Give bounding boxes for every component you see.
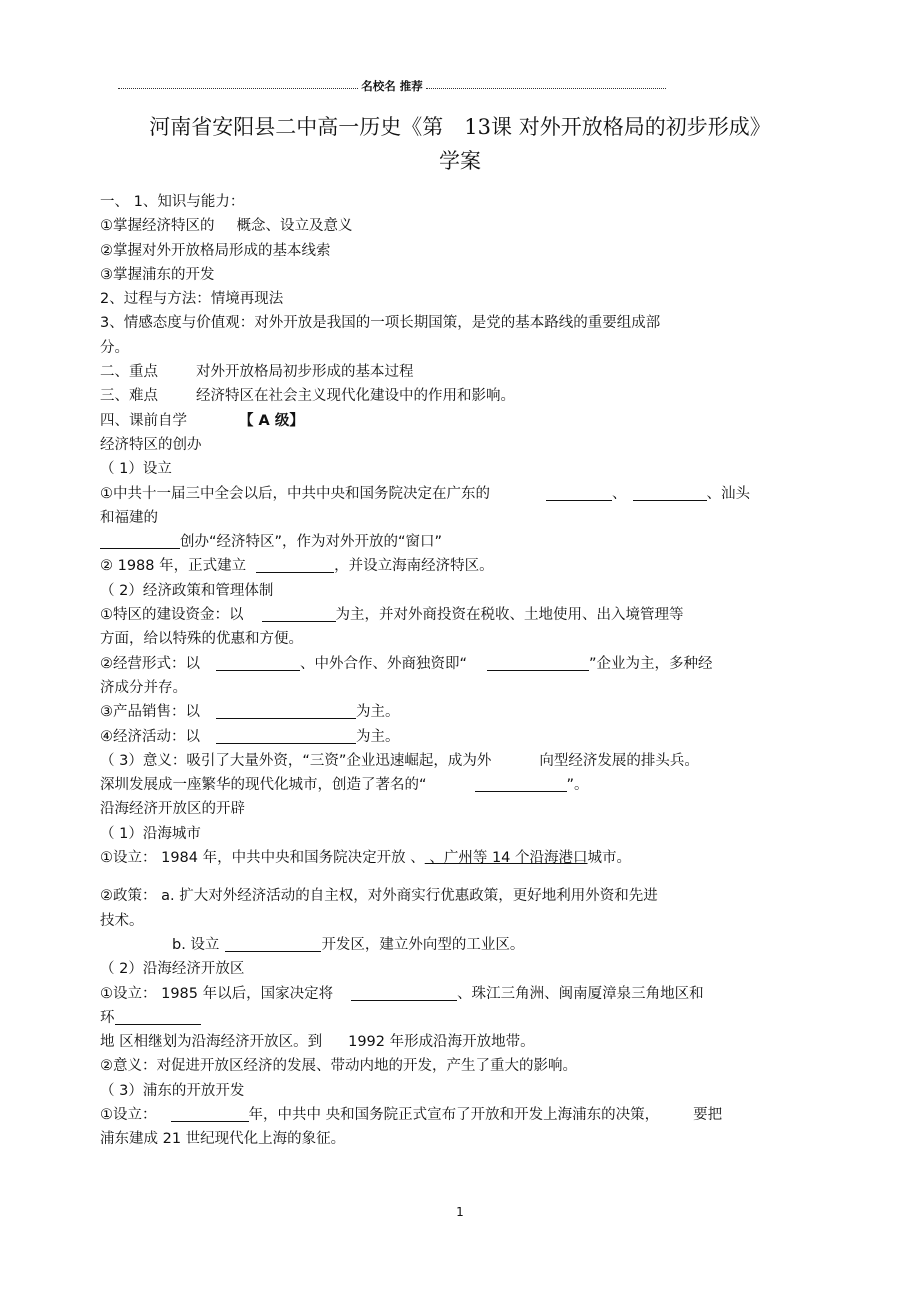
document-title [100,110,820,178]
pudong-line [100,1103,820,1127]
header-text: 名校名 推荐 [361,79,423,93]
coastal-section-3: （ 3）浦东的开放开发 [100,1082,245,1099]
blank-field[interactable] [475,775,567,792]
text-segment: 、 [612,485,627,502]
blank-field[interactable] [262,605,336,622]
open-zone-line [100,982,820,1006]
blank-field[interactable] [351,984,457,1001]
open-zone-line-3 [100,1030,820,1054]
blank-field[interactable] [171,1105,249,1122]
text-segment: 二、重点 [100,364,158,381]
sales-line [100,700,820,724]
text-segment: （ 3）意义：吸引了大量外资，“三资”企业迅速崛起，成为外 [100,752,492,769]
open-zone-line-2 [100,1006,820,1030]
significance-line [100,749,820,773]
text-segment: 年，中共中 央和国务院正式宣布了开放和开发上海浦东的决策， [248,1106,660,1123]
text-segment: 深圳发展成一座繁华的现代化城市，创造了著名的“ [100,777,427,794]
key-point [100,360,820,384]
text-segment: ④经济活动：以 [100,728,200,745]
goals-heading: 一、 1、知识与能力： [100,194,245,210]
text-segment: 四、课前自学 [100,412,187,429]
sez-section-2: （ 2）经济政策和管理体制 [100,582,274,599]
goal-item-3: ③掌握浦东的开发 [100,266,215,283]
policy-line: ②政策： a. 扩大对外经济活动的自主权，对外商实行优惠政策，更好地利用外资和先进 [100,888,658,905]
process-method: 2、过程与方法：情境再现法 [100,291,284,308]
text-segment: ”。 [566,777,589,794]
difficult-point [100,384,820,408]
title-line-1: 河南省安阳县二中高一历史《第 13课 对外开放格局的初步形成》 [149,115,771,139]
page-number: 1 [456,1205,464,1219]
shenzhen-line [100,773,820,797]
operation-line-2: 济成分并存。 [100,679,187,696]
text-segment: 为主，并对外商投资在税收、土地使用、出入境管理等 [335,607,684,624]
text-segment: b. 设立 [172,936,220,953]
blank-field[interactable] [633,484,707,501]
blank-field[interactable] [100,532,180,549]
policy-line-2: 技术。 [100,912,144,929]
text-segment: 、珠江三角洲、闽南厦漳泉三角地区和 [457,985,704,1002]
text-segment: 地 区相继划为沿海经济开放区。到 [100,1034,323,1051]
coastal-heading: 沿海经济开放区的开辟 [100,801,245,818]
funding-line [100,603,820,627]
text-segment: ①特区的建设资金：以 [100,607,244,624]
goal-item-1 [100,214,820,238]
hainan-line [100,554,820,578]
goal-item-2: ②掌握对外开放格局形成的基本线索 [100,242,331,259]
text-segment: 城市。 [587,850,632,867]
coastal-cities-line [100,846,820,870]
blank-field[interactable] [115,1008,201,1025]
text-segment: ②经营形式：以 [100,655,200,672]
blank-field[interactable] [216,702,356,719]
text-segment: ①设立： 1985 年以后，国家决定将 [100,985,334,1002]
blank-field[interactable] [256,556,334,573]
text-segment: 要把 [693,1106,723,1123]
title-line-2: 学案 [439,149,481,173]
text-segment: 向型经济发展的排头兵。 [539,752,699,769]
funding-line-2: 方面，给以特殊的优惠和方便。 [100,631,303,648]
text-segment: ② 1988 年，正式建立 [100,558,247,575]
text-segment: 对外开放格局初步形成的基本过程 [196,364,414,381]
sez-window-line [100,530,820,554]
header-dots-right [426,88,666,89]
text-segment: 经济特区在社会主义现代化建设中的作用和影响。 [196,388,515,405]
sez-establish-line [100,482,820,506]
sez-section-1: （ 1）设立 [100,461,172,478]
text-segment: 开发区，建立外向型的工业区。 [321,936,525,953]
text-segment: ”企业为主，多种经 [589,655,713,672]
text-segment: ①掌握经济特区的 [100,218,215,235]
blank-field[interactable] [216,654,300,671]
spacer [100,870,820,884]
text-segment: 为主。 [356,728,400,745]
text-segment: 创办“经济特区”，作为对外开放的“窗口” [180,534,443,551]
open-zone-significance: ②意义：对促进开放区经济的发展、带动内地的开发，产生了重大的影响。 [100,1058,577,1075]
text-segment: ①中共十一届三中全会以后，中共中央和国务院决定在广东的 [100,485,490,502]
self-study-heading [100,409,820,433]
text-segment: 1992 年形成沿海开放地带。 [348,1034,535,1051]
header-banner [118,78,666,94]
text-segment: 、中外合作、外商独资即“ [300,655,468,672]
header-dots-left [118,88,358,89]
sez-establish-line-2: 和福建的 [100,509,158,526]
text-segment: 三、难点 [100,388,158,405]
text-segment: 、汕头 [706,485,750,502]
text-segment: 环 [100,1009,115,1026]
dev-zone-line [100,933,820,957]
sez-heading: 经济特区的创办 [100,436,202,453]
coastal-section-1: （ 1）沿海城市 [100,825,201,842]
attitude-values-cont: 分。 [100,339,129,356]
underlined-text: 、广州等 14 个沿海港口 [424,850,588,867]
text-segment: ，并设立海南经济特区。 [334,558,494,575]
text-segment: ③产品销售：以 [100,704,200,721]
text-segment: ①设立： 1984 年，中共中央和国务院决定开放 、 [100,850,425,867]
pudong-line-2: 浦东建成 21 世纪现代化上海的象征。 [100,1131,346,1148]
text-segment: 为主。 [356,704,400,721]
activity-line [100,725,820,749]
text-segment: ①设立： [100,1106,157,1123]
level-label: 【 A 级】 [239,412,304,429]
coastal-section-2: （ 2）沿海经济开放区 [100,961,245,978]
blank-field[interactable] [487,654,589,671]
document-body [100,190,820,1152]
blank-field[interactable] [216,727,356,744]
blank-field[interactable] [546,484,612,501]
blank-field[interactable] [225,935,321,952]
operation-line [100,652,820,676]
text-segment: 概念、设立及意义 [236,218,353,235]
attitude-values: 3、情感态度与价值观：对外开放是我国的一项长期国策，是党的基本路线的重要组成部 [100,315,661,332]
